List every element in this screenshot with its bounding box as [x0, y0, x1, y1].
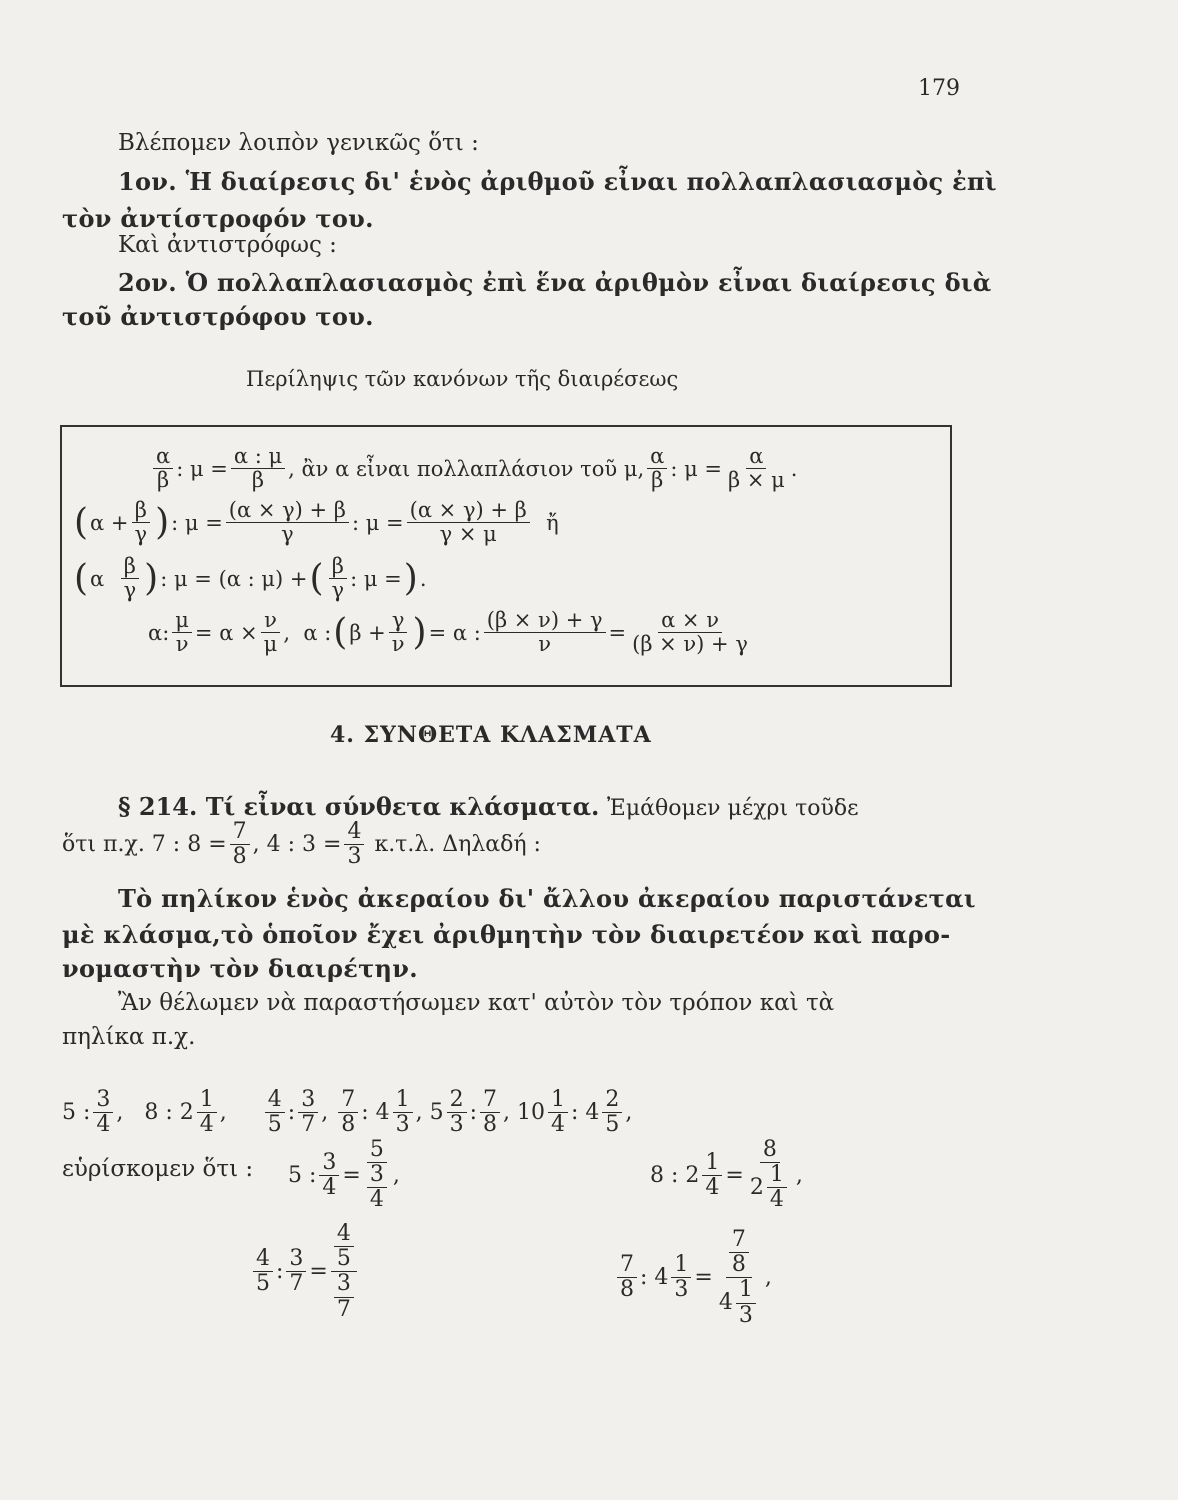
paragraph-214-heading: § 214. Τί εἶναι σύνθετα κλάσματα. [118, 792, 600, 821]
if-line1: Ἂν θέλωμεν νὰ παραστήσωμεν κατ' αὐτὸν τὸν τρόπον καὶ τὰ [118, 990, 835, 1016]
page-number: 179 [918, 76, 960, 101]
quotient-examples: 5 : 3 4 , 8 : 2 1 4 , 4 5 : 3 7 , 7 8 : 4 1 3 , 5 2 3 : 7 8 , 10 1 4 : 4 2 5 , [62, 1087, 633, 1138]
paragraph-214-text: Ἐμάθομεν μέχρι τοῦδε [607, 796, 859, 821]
bold-rule-line1: Τὸ πηλίκον ἑνὸς ἀκεραίου δι' ἄλλου ἀκεραίου παριστάνεται [118, 884, 976, 913]
box-formula-2: ( α + $\frac{\beta}{\gamma}$ ) : μ = $\frac{(\alpha \times \gamma) + \beta}{\gamma}$ : μ = $\frac{(\alpha \times \gamma) + \beta}{\gamma \times \mu}$ ἤ [74, 498, 559, 547]
box-formula-4: α : $\frac{\mu}{\nu}$ = α × $\frac{\nu}{\mu}$ , α : ( β + $\frac{\gamma}{\nu}$ ) = α : $\frac{(\beta \times \nu) + \gamma}{\nu}$ = $\frac{\alpha \times \nu}{(\beta \times \nu) + \gamma}$ [148, 608, 748, 657]
box-formula-1: α β : μ = $\frac{\alpha : \mu}{\beta}$ , ἂν α εἶναι πολλαπλάσιον τοῦ μ, α β : μ = $\frac{\alpha}{\beta \times \mu}$ . [150, 445, 797, 492]
if-line2: πηλίκα π.χ. [62, 1024, 196, 1050]
result-1: 5 : $\frac{3}{4}$ = 5 3 4 , [288, 1137, 400, 1213]
rule1-line2: τὸν ἀντίστροφόν του. [62, 204, 374, 233]
paragraph-214-line1 [118, 792, 859, 821]
summary-title: Περίληψις τῶν κανόνων τῆς διαιρέσεως [246, 367, 679, 391]
conversely-text: Καὶ ἀντιστρόφως : [118, 232, 337, 258]
rules-summary-box [60, 425, 952, 687]
bold-rule-line3: νομαστὴν τὸν διαιρέτην. [62, 954, 418, 983]
rule2-line2: τοῦ ἀντιστρόφου του. [62, 302, 374, 331]
result-2: 8 : 2 $\frac{1}{4}$ = 8 2 1 4 , [650, 1137, 803, 1213]
result-4: 7 8 : 4 $\frac{1}{3}$ = $\frac{7}{8}$ 4 1 3 , [614, 1228, 772, 1328]
bold-rule-line2: μὲ κλάσμα,τὸ ὁποῖον ἔχει ἀριθμητὴν τὸν διαιρετέον καὶ παρο- [62, 920, 951, 949]
intro-text: Βλέπομεν λοιπὸν γενικῶς ὅτι : [118, 130, 479, 156]
rule1-line1: 1ον. Ἡ διαίρεσις δι' ἑνὸς ἀριθμοῦ εἶναι πολλαπλασιασμὸς ἐπὶ [118, 167, 997, 196]
rule2-line1: 2ον. Ὁ πολλαπλασιασμὸς ἐπὶ ἕνα ἀριθμὸν εἶναι διαίρεσις διὰ [118, 268, 992, 297]
paragraph-214-examples: ὅτι π.χ. 7 : 8 = $\frac{7}{8}$ , 4 : 3 = $\frac{4}{3}$ κ.τ.λ. Δηλαδή : [62, 819, 541, 870]
box-formula-3: ( α β γ ) : μ = (α : μ) + ( β γ : μ = ) . [74, 554, 427, 603]
we-find-text: εὑρίσκομεν ὅτι : [62, 1156, 254, 1182]
result-3: 4 5 : $\frac{3}{7}$ = $\frac{4}{5}$ 3 7 [250, 1222, 360, 1322]
section-title: 4. ΣΥΝΘΕΤΑ ΚΛΑΣΜΑΤΑ [330, 722, 652, 748]
